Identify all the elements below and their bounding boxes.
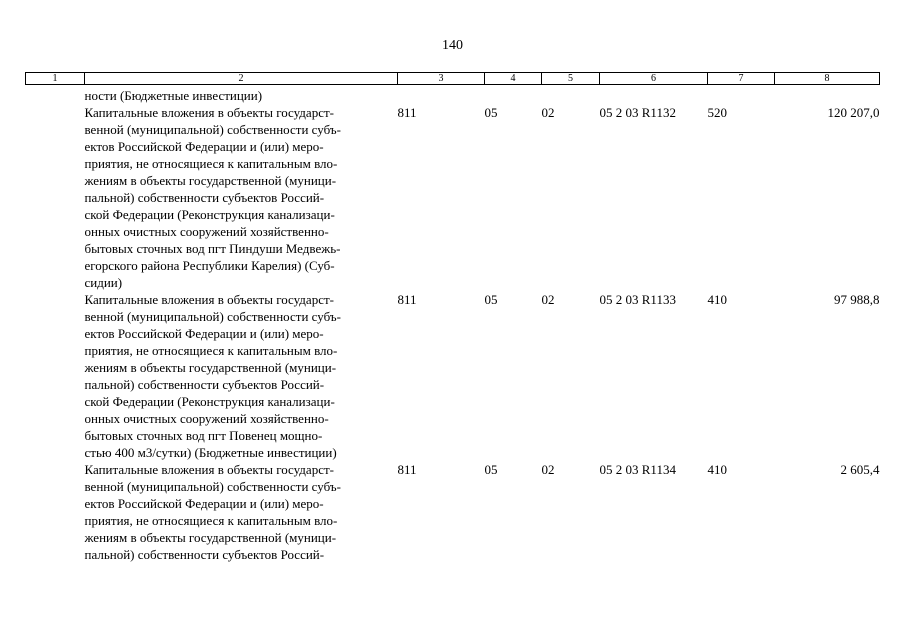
column-header-1: 1	[26, 73, 85, 85]
description-line: Капитальные вложения в объекты государст-	[84, 105, 334, 120]
table-row	[26, 291, 880, 461]
cell-section: 05	[484, 462, 498, 477]
description-line: пальной) собственности субъектов Россий-	[84, 377, 325, 392]
description-line: жениям в объекты государственной (муници-	[84, 173, 337, 188]
description-line: ности (Бюджетные инвестиции)	[84, 88, 263, 103]
description-line: венной (муниципальной) собственности субъ-	[84, 479, 341, 494]
description-line: приятия, не относящиеся к капитальным вло-	[84, 513, 338, 528]
cell-amount: 120 207,0	[827, 105, 880, 120]
table-row	[26, 461, 880, 563]
cell-subsection: 02	[541, 105, 555, 120]
description-line: ектов Российской Федерации и (или) меро-	[84, 496, 324, 511]
description-line: онных очистных сооружений хозяйственно-	[84, 411, 329, 426]
description-line: егорского района Республики Карелия) (Суб-	[84, 258, 335, 273]
description-line: венной (муниципальной) собственности субъ-	[84, 309, 341, 324]
cell-chapter: 811	[397, 105, 417, 120]
cell-expense-type: 520	[707, 105, 727, 120]
description-line: ской Федерации (Реконструкция канализаци-	[84, 207, 335, 222]
column-number-row	[26, 73, 880, 85]
column-header-8: 8	[775, 73, 880, 85]
page-number: 140	[442, 38, 463, 53]
description-line: Капитальные вложения в объекты государст-	[84, 462, 334, 477]
description-line: пальной) собственности субъектов Россий-	[84, 547, 325, 562]
cell-description	[85, 291, 398, 461]
description-line: ектов Российской Федерации и (или) меро-	[84, 139, 324, 154]
cell-chapter: 811	[397, 462, 417, 477]
description-line: ектов Российской Федерации и (или) меро-	[84, 326, 324, 341]
cell-expense-type	[708, 85, 775, 105]
cell-amount: 97 988,8	[834, 292, 880, 307]
column-header-3: 3	[398, 73, 485, 85]
description-line: приятия, не относящиеся к капитальным вло-	[84, 343, 338, 358]
description-line: пальной) собственности субъектов Россий-	[84, 190, 325, 205]
cell-section: 05	[484, 292, 498, 307]
cell-description	[85, 461, 398, 563]
description-line: Капитальные вложения в объекты государст-	[84, 292, 334, 307]
cell-target-article: 05 2 03 R1132	[599, 105, 676, 120]
column-header-2: 2	[85, 73, 398, 85]
description-line: бытовых сточных вод пгт Пиндуши Медвежь-	[84, 241, 341, 256]
cell-expense-type: 410	[707, 462, 727, 477]
cell-section	[485, 85, 542, 105]
cell-subsection: 02	[541, 462, 555, 477]
table-row	[26, 104, 880, 291]
column-header-5: 5	[542, 73, 600, 85]
cell-chapter: 811	[397, 292, 417, 307]
description-line: жениям в объекты государственной (муници-	[84, 530, 337, 545]
cell-col1	[26, 104, 85, 291]
cell-description	[85, 104, 398, 291]
description-line: онных очистных сооружений хозяйственно-	[84, 224, 329, 239]
cell-amount: 2 605,4	[840, 462, 880, 477]
description-line: ской Федерации (Реконструкция канализаци-	[84, 394, 335, 409]
cell-section: 05	[484, 105, 498, 120]
cell-chapter	[398, 85, 485, 105]
column-header-6: 6	[600, 73, 708, 85]
description-line: сидии)	[84, 275, 123, 290]
description-line: венной (муниципальной) собственности субъ-	[84, 122, 341, 137]
column-header-7: 7	[708, 73, 775, 85]
cell-target-article: 05 2 03 R1134	[599, 462, 676, 477]
cell-subsection	[542, 85, 600, 105]
table-body	[26, 85, 880, 564]
cell-expense-type: 410	[707, 292, 727, 307]
description-line: приятия, не относящиеся к капитальным вло-	[84, 156, 338, 171]
cell-col1	[26, 85, 85, 105]
cell-col1	[26, 461, 85, 563]
cell-target-article	[600, 85, 708, 105]
description-line: бытовых сточных вод пгт Повенец мощно-	[84, 428, 323, 443]
table-row	[26, 85, 880, 105]
cell-col1	[26, 291, 85, 461]
cell-target-article: 05 2 03 R1133	[599, 292, 676, 307]
cell-amount	[775, 85, 880, 105]
budget-table	[25, 72, 880, 563]
description-line: жениям в объекты государственной (муници-	[84, 360, 337, 375]
cell-subsection: 02	[541, 292, 555, 307]
description-line: стью 400 м3/сутки) (Бюджетные инвестиции)	[84, 445, 337, 460]
column-header-4: 4	[485, 73, 542, 85]
cell-description	[85, 85, 398, 105]
